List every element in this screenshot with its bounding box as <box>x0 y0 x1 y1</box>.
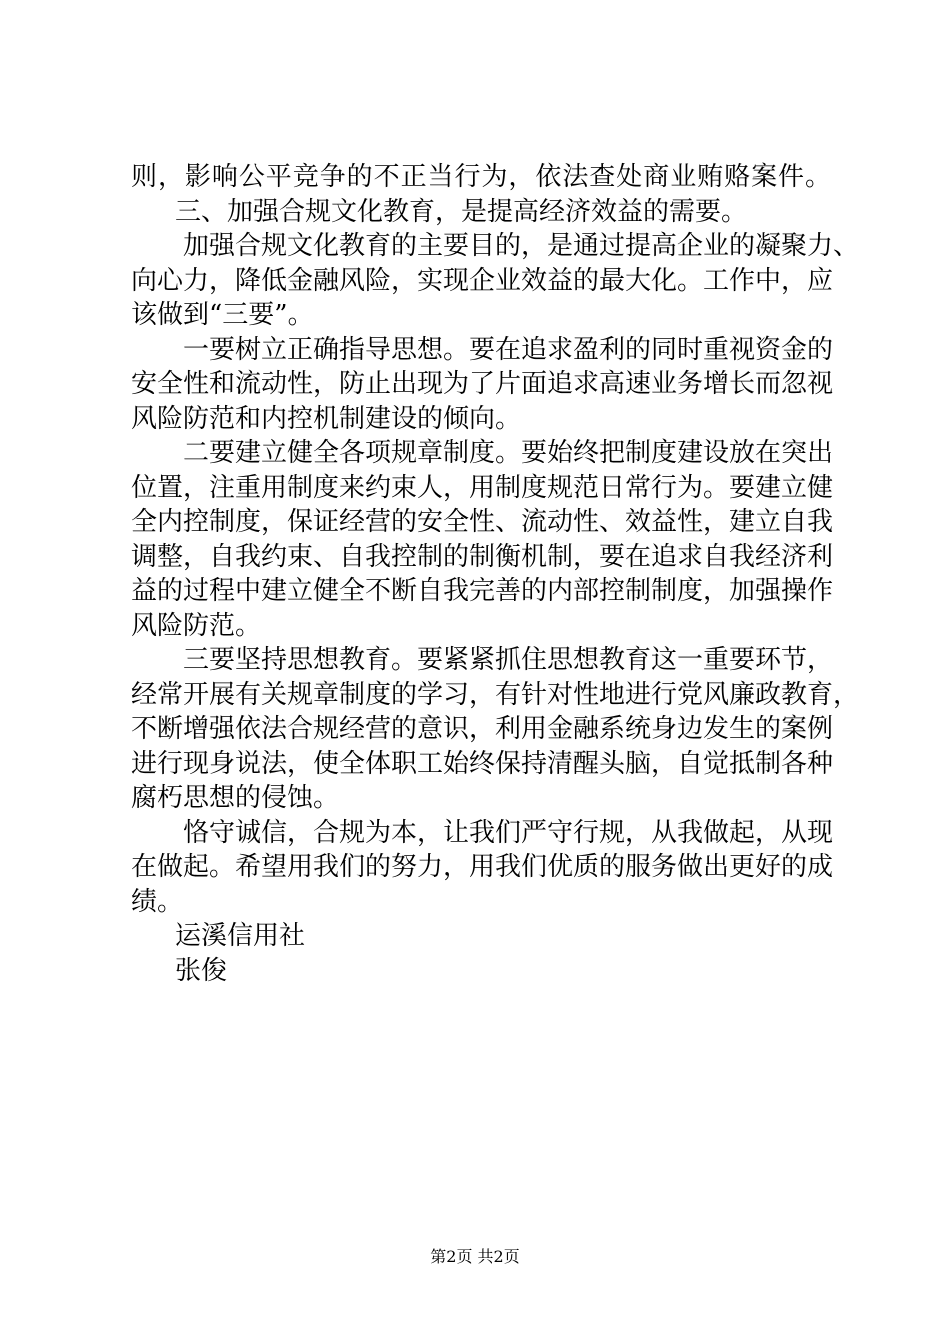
text-line: 经常开展有关规章制度的学习，有针对性地进行党风廉政教育， <box>131 679 860 710</box>
signature-name: 张俊 <box>175 955 228 986</box>
text-line: 一要树立正确指导思想。要在追求盈利的同时重视资金的 <box>183 334 834 365</box>
text-line: 调整，自我约束、自我控制的制衡机制，要在追求自我经济利 <box>131 541 834 572</box>
text-line: 向心力，降低金融风险，实现企业效益的最大化。工作中，应 <box>131 265 834 296</box>
text-line: 腐朽思想的侵蚀。 <box>131 783 340 813</box>
text-line: 三要坚持思想教育。要紧紧抓住思想教育这一重要环节， <box>183 645 834 675</box>
section-heading: 三、加强合规文化教育，是提高经济效益的需要。 <box>175 196 748 227</box>
text-line: 益的过程中建立健全不断自我完善的内部控制制度，加强操作 <box>131 576 834 606</box>
document-body <box>131 160 860 988</box>
text-line: 二要建立健全各项规章制度。要始终把制度建设放在突出 <box>183 438 834 468</box>
text-line: 风险防范和内控机制建设的倾向。 <box>131 403 522 434</box>
text-line: 加强合规文化教育的主要目的，是通过提高企业的凝聚力、 <box>183 231 860 261</box>
text-line: 该做到“三要”。 <box>131 300 314 330</box>
page-number-footer: 第2页 共2页 <box>430 1247 520 1266</box>
signature-organization: 运溪信用社 <box>175 921 306 951</box>
text-line: 全内控制度，保证经营的安全性、流动性、效益性，建立自我 <box>131 507 834 537</box>
text-line: 绩。 <box>131 886 184 917</box>
text-line: 在做起。希望用我们的努力，用我们优质的服务做出更好的成 <box>131 852 834 882</box>
text-line: 恪守诚信，合规为本，让我们严守行规，从我做起，从现 <box>183 817 834 848</box>
text-line: 则，影响公平竞争的不正当行为，依法查处商业贿赂案件。 <box>131 162 831 192</box>
text-line: 进行现身说法，使全体职工始终保持清醒头脑，自觉抵制各种 <box>131 748 834 779</box>
text-line: 位置，注重用制度来约束人，用制度规范日常行为。要建立健 <box>131 472 834 503</box>
text-line: 风险防范。 <box>131 610 262 641</box>
text-line: 不断增强依法合规经营的意识，利用金融系统身边发生的案例 <box>131 714 834 744</box>
text-line: 安全性和流动性，防止出现为了片面追求高速业务增长而忽视 <box>131 369 834 399</box>
